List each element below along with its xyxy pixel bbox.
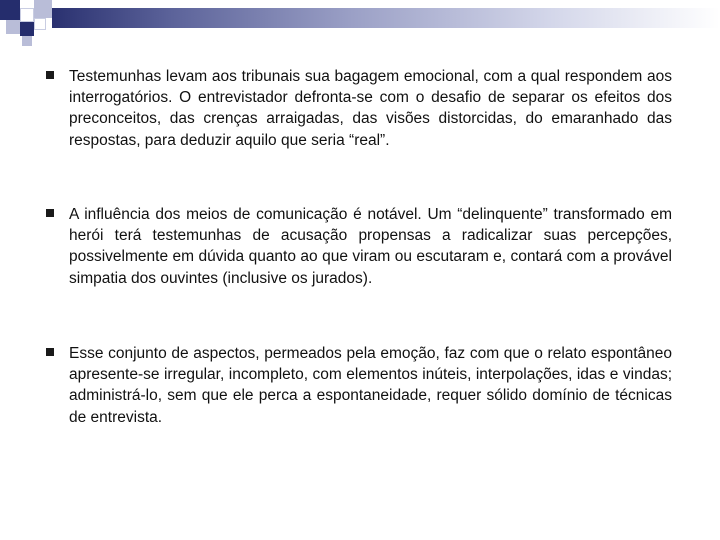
bullet-text: Testemunhas levam aos tribunais sua bagagem emocional, com a qual respondem aos interrogatórios. O entrevistador defronta-se com o desafio de separar os efeitos dos preconceitos, das crenças arraigadas, das visões distorcidas, do emaranhado das respostas, para deduzir aquilo que seria “real”. [69,68,672,149]
square-bullet-icon [46,348,54,356]
square-bullet-icon [46,209,54,217]
square-bullet-icon [46,71,54,79]
bullet-text: A influência dos meios de comunicação é notável. Um “delinquente” transformado em herói terá testemunhas de acusação propensas a radicalizar suas percepções, possivelmente em dúvida quanto ao que viram ou escutaram e, contará com a provável simpatia dos ouvintes (inclusive os jurados). [69,206,672,287]
bullet-text: Esse conjunto de aspectos, permeados pela emoção, faz com que o relato espontâneo apresente-se irregular, incompleto, com elementos inúteis, interpolações, idas e vindas; administrá-lo, sem que ele perca a espontaneidade, requer sólido domínio de técnicas de entrevista. [69,345,672,426]
